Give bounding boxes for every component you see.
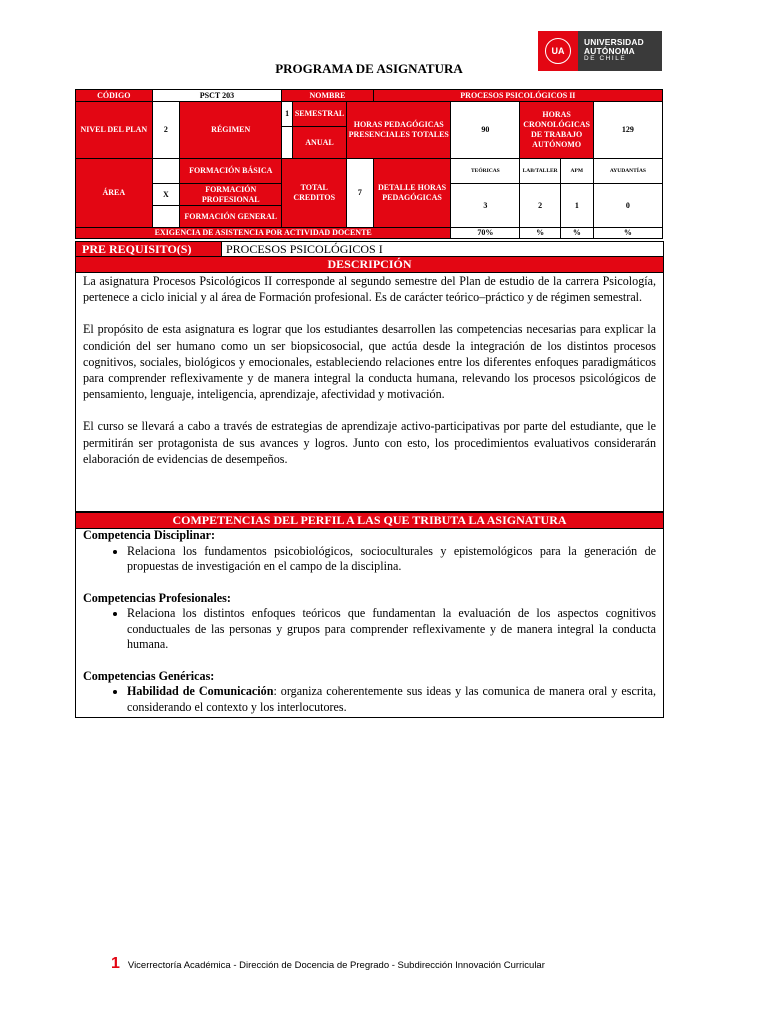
formacion-general-label: FORMACIÓN GENERAL [180, 206, 282, 228]
codigo-value: PSCT 203 [152, 90, 282, 102]
nombre-label: NOMBRE [282, 90, 373, 102]
competencias-body [75, 528, 664, 718]
page-number: 1 [111, 955, 120, 972]
prerequisite-label: PRE REQUISITO(S) [76, 242, 221, 256]
lab-taller-value: 2 [520, 184, 560, 228]
apm-label: APM [560, 159, 593, 184]
exigencia-label: EXIGENCIA DE ASISTENCIA POR ACTIVIDAD DOCENTE [76, 228, 451, 239]
regimen-label: RÉGIMEN [180, 102, 282, 159]
competencias-profesionales-label: Competencias Profesionales: [83, 590, 231, 605]
descripcion-paragraph-1: La asignatura Procesos Psicológicos II corresponde al segundo semestre del Plan de estudio de la carrera Psicología, pertenece a ciclo inicial y al área de Formación profesional. Es de carácter teórico–práctico y de régimen semestral. [83, 274, 656, 305]
horas-pedagogicas-label: HORAS PEDAGÓGICAS PRESENCIALES TOTALES [347, 102, 451, 159]
competencias-profesionales-item: • Relaciona los distintos enfoques teóricos que fundamentan la evaluación de los aspectos cognitivos conductuales de las personas y grupos para comprender reflexivamente y de manera integral la conducta humana. [127, 606, 656, 653]
ayudantias-label: AYUDANTÍAS [593, 159, 662, 184]
descripcion-body [75, 272, 664, 512]
horas-pedagogicas-value: 90 [451, 102, 520, 159]
anual-mark [282, 127, 293, 159]
anual-label: ANUAL [292, 127, 346, 159]
teoricas-label: TEÓRICAS [451, 159, 520, 184]
prerequisite-value: PROCESOS PSICOLÓGICOS I [221, 242, 663, 256]
formacion-basica-label: FORMACIÓN BÁSICA [180, 159, 282, 184]
descripcion-header: DESCRIPCIÓN [75, 256, 664, 273]
detalle-horas-label: DETALLE HORAS PEDAGÓGICAS [373, 159, 451, 228]
exigencia-teoricas: 70% [451, 228, 520, 239]
horas-cronologicas-value: 129 [593, 102, 662, 159]
competencias-genericas-label: Competencias Genéricas: [83, 668, 215, 683]
competencias-header: COMPETENCIAS DEL PERFIL A LAS QUE TRIBUTA LA ASIGNATURA [75, 512, 664, 529]
document-title: PROGRAMA DE ASIGNATURA [275, 61, 463, 76]
semestral-label: SEMESTRAL [292, 102, 346, 127]
exigencia-ayudantias: % [593, 228, 662, 239]
codigo-label: CÓDIGO [76, 90, 153, 102]
nombre-value: PROCESOS PSICOLÓGICOS II [373, 90, 662, 102]
descripcion-paragraph-2: El propósito de esta asignatura es lograr que los estudiantes desarrollen las competencias necesarias para explicar la condición del ser humano como un ser biopsicosocial, que actúa desde la integración de los distintos procesos cognitivos, sociales, biológicos y emocionales, estableciendo relaciones entre los diferentes enfoques paradigmáticos para comprender reflexivamente y de manera integral la conducta humana, relevando los procesos psicológicos de pensamiento, lenguaje, inteligencia, aprendizaje, afectividad y motivación. [83, 322, 656, 402]
total-creditos-value: 7 [347, 159, 374, 228]
course-info-table [75, 89, 663, 239]
formacion-general-mark [152, 206, 180, 228]
apm-value: 1 [560, 184, 593, 228]
teoricas-value: 3 [451, 184, 520, 228]
descripcion-paragraph-3: El curso se llevará a cabo a través de estrategias de aprendizaje activo-participativas por parte del estudiante, que le permitirán ser protagonista de sus avances y logros. Junto con esto, los procedimientos evaluativos considerarán elaboración de evidencias de desempeños. [83, 419, 656, 466]
logo-initials: UA [545, 38, 571, 64]
horas-cronologicas-label: HORAS CRONOLÓGICAS DE TRABAJO AUTÓNOMO [520, 102, 593, 159]
nivel-value: 2 [152, 102, 180, 159]
competencia-disciplinar-label: Competencia Disciplinar: [83, 528, 216, 542]
exigencia-lab: % [520, 228, 560, 239]
logo-text: UNIVERSIDAD AUTÓNOMA DE CHILE [584, 37, 644, 63]
ayudantias-value: 0 [593, 184, 662, 228]
formacion-profesional-label: FORMACIÓN PROFESIONAL [180, 184, 282, 206]
nivel-label: NIVEL DEL PLAN [76, 102, 153, 159]
footer-text: Vicerrectoría Académica - Dirección de Docencia de Pregrado - Subdirección Innovación Curricular [127, 960, 545, 971]
page-footer [111, 955, 545, 973]
exigencia-apm: % [560, 228, 593, 239]
prerequisite-row [75, 241, 664, 257]
formacion-basica-mark [152, 159, 180, 184]
area-label: ÁREA [76, 159, 153, 228]
total-creditos-label: TOTAL CREDITOS [282, 159, 347, 228]
competencias-genericas-item: • Habilidad de Comunicación: organiza coherentemente sus ideas y las comunica de manera oral y escrita, considerando el contexto y los interlocutores. [127, 684, 656, 715]
semestral-number: 1 [282, 102, 293, 127]
formacion-profesional-mark: X [152, 184, 180, 206]
habilidad-comunicacion: Habilidad de Comunicación [127, 684, 274, 698]
competencia-disciplinar-item: • Relaciona los fundamentos psicobiológicos, socioculturales y epistemológicos para la generación de propuestas de investigación en el campo de la disciplina. [127, 544, 656, 575]
lab-taller-label: LAB/TALLER [520, 159, 560, 184]
